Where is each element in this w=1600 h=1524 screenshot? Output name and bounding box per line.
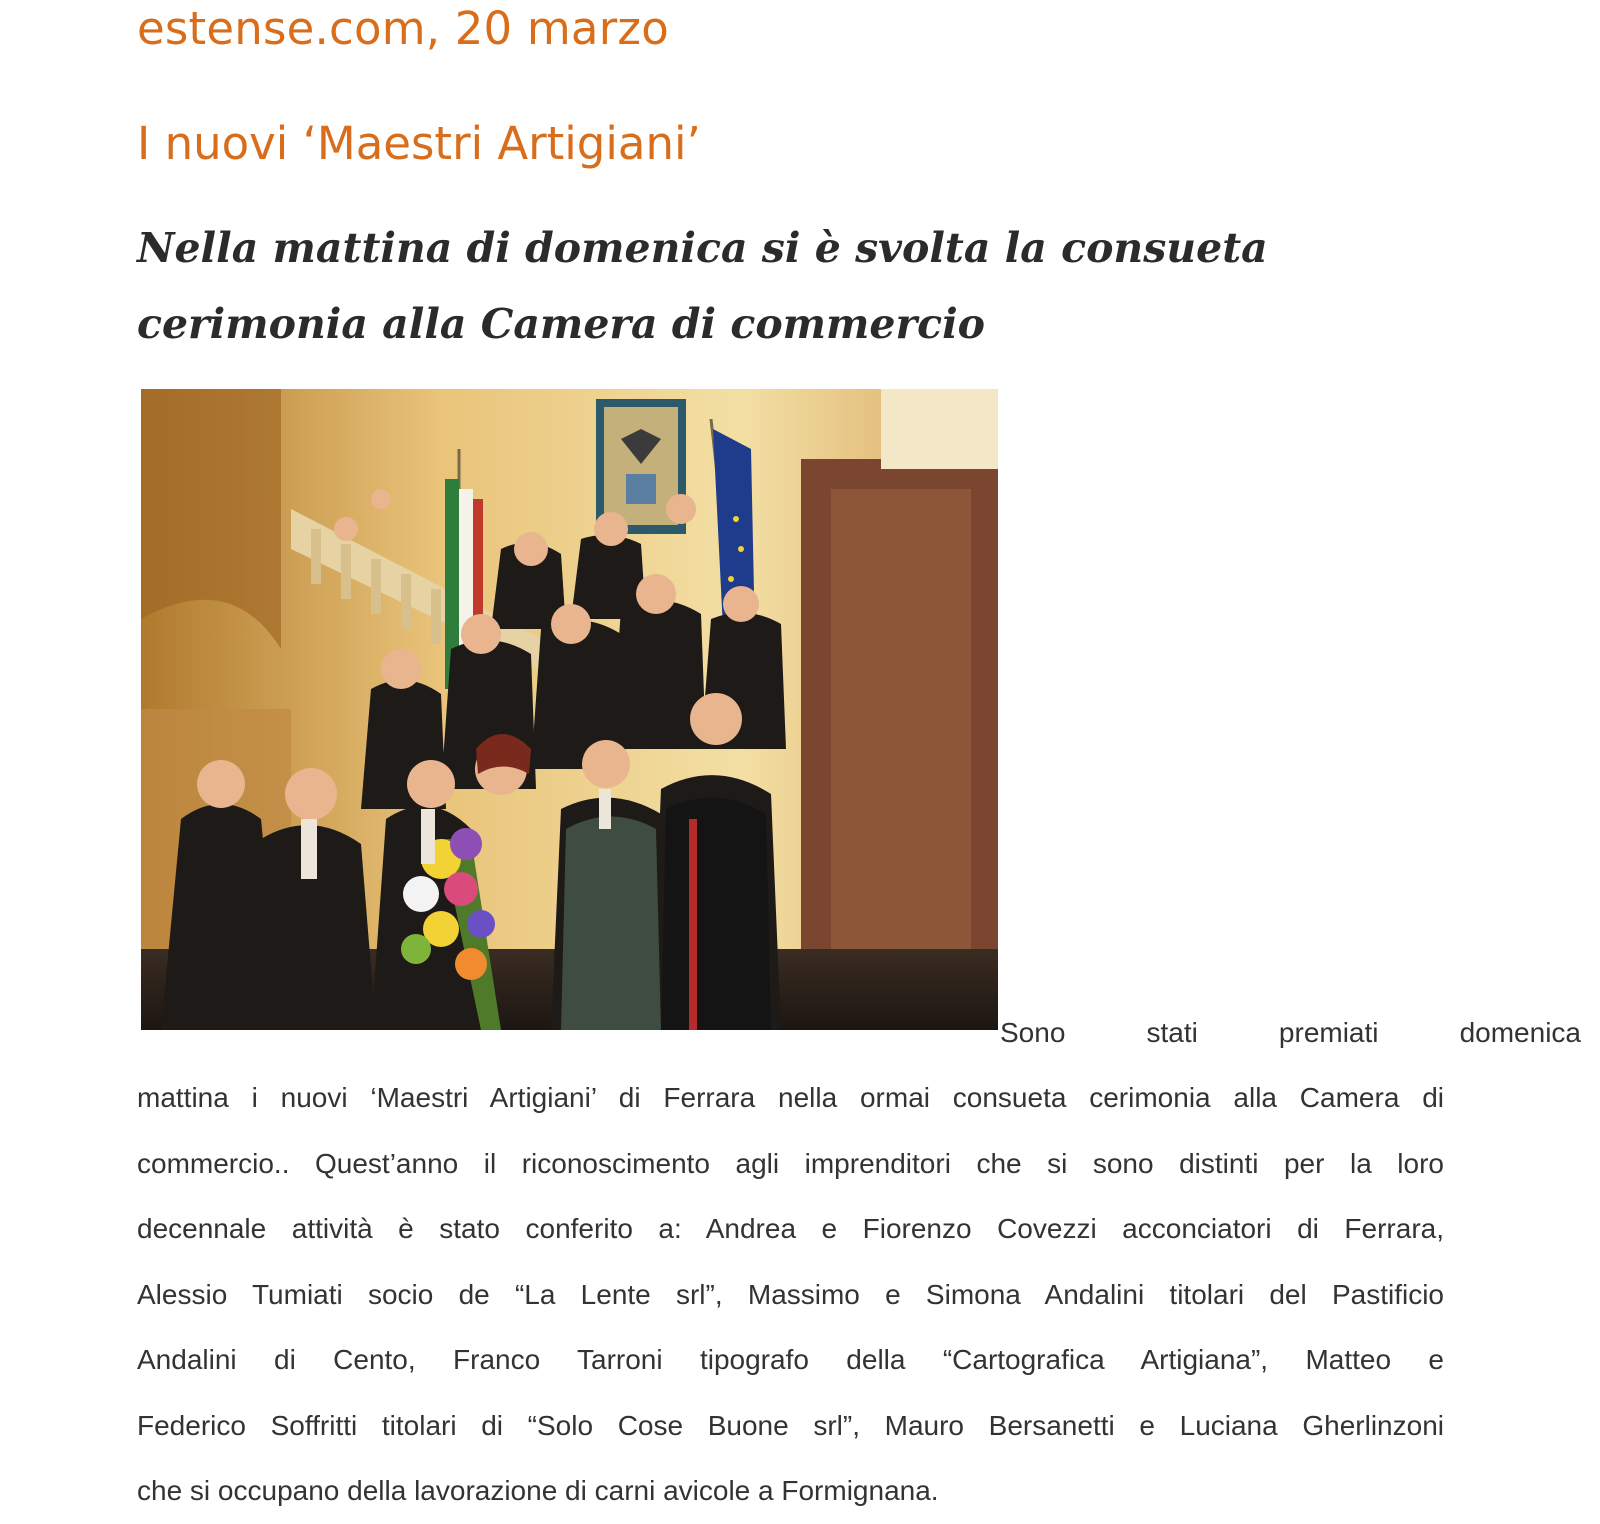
article-body-line: Alessio Tumiati socio de “La Lente srl”, Massimo e Simona Andalini titolari del Pastificio — [137, 1278, 1444, 1310]
article-body-line: Federico Soffritti titolari di “Solo Cose Buone srl”, Mauro Bersanetti e Luciana Gherlinzoni — [137, 1409, 1444, 1441]
article-title: I nuovi ‘Maestri Artigiani’ — [137, 117, 701, 170]
article-body-line: mattina i nuovi ‘Maestri Artigiani’ di Ferrara nella ormai consueta cerimonia alla Camera di — [137, 1082, 1444, 1113]
article-body-line: che si occupano della lavorazione di carni avicole a Formignana. — [137, 1475, 939, 1506]
article-body-line: decennale attività è stato conferito a: Andrea e Fiorenzo Covezzi acconciatori di Ferrara, — [137, 1213, 1444, 1244]
article-body-first-line: Sono stati premiati domenica — [1000, 1017, 1581, 1048]
source-date-line: estense.com, 20 marzo — [137, 2, 669, 55]
article-body-line: Andalini di Cento, Franco Tarroni tipografo della “Cartografica Artigiana”, Matteo e — [137, 1344, 1444, 1375]
article-body-line: commercio.. Quest’anno il riconoscimento agli imprenditori che si sono distinti per la loro — [137, 1147, 1444, 1179]
article-body — [137, 1065, 1444, 1524]
article-subtitle: Nella mattina di domenica si è svolta la consueta cerimonia alla Camera di commercio — [137, 224, 1268, 348]
ceremony-photo — [141, 389, 998, 1030]
